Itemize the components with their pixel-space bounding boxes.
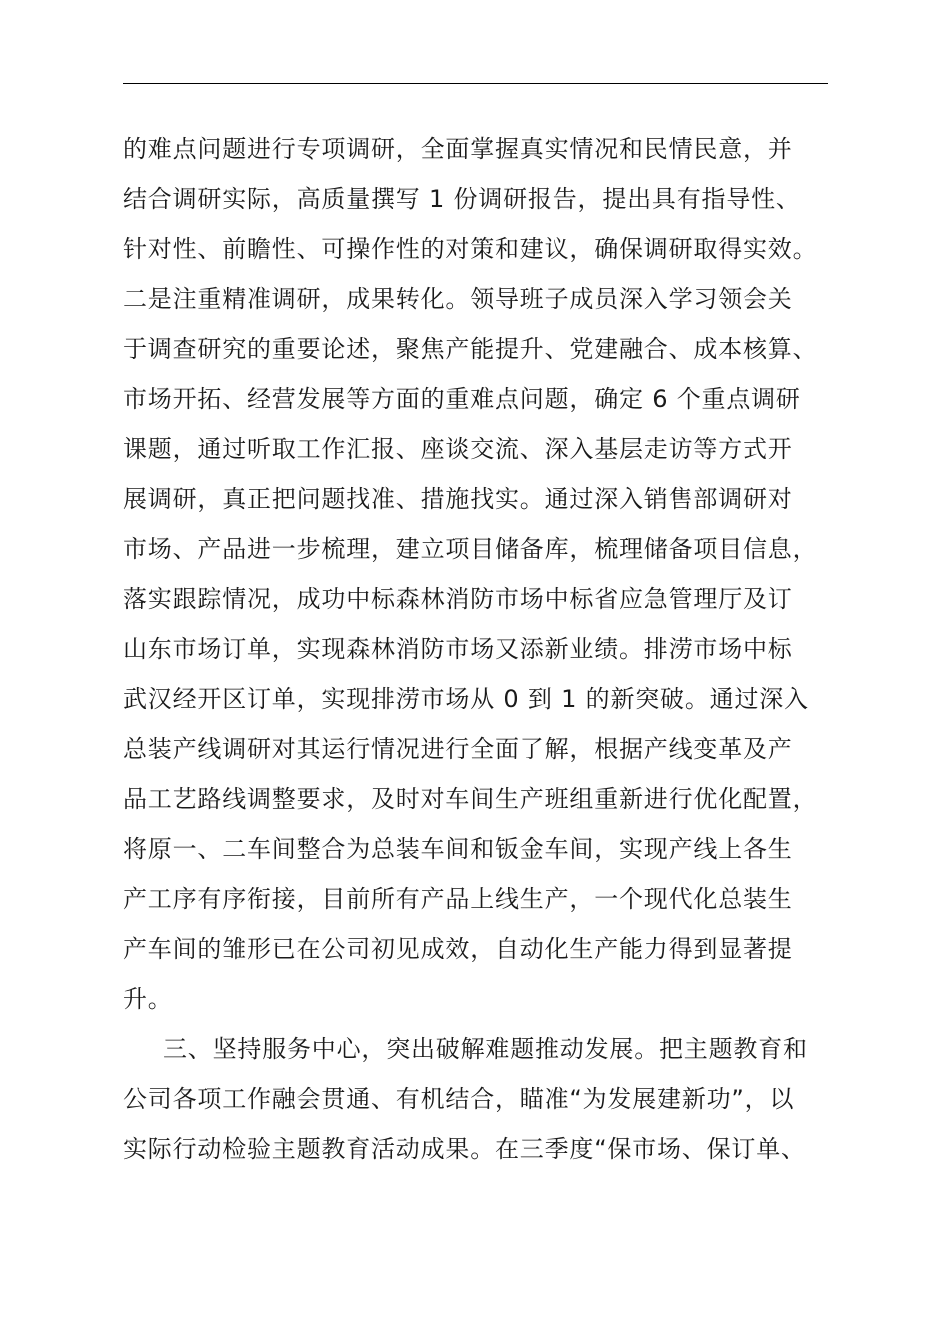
text-line: 展调研，真正把问题找准、措施找实。通过深入销售部调研对 [123,485,793,513]
document-body [123,124,839,1174]
text-line: 武汉经开区订单，实现排涝市场从 0 到 1 的新突破。通过深入 [123,685,809,713]
text-line: 二是注重精准调研，成果转化。领导班子成员深入学习领会关 [123,285,793,313]
text-line: 实际行动检验主题教育活动成果。在三季度“保市场、保订单、 [123,1135,806,1163]
text-line: 产车间的雏形已在公司初见成效，自动化生产能力得到显著提 [123,935,793,963]
text-line: 课题，通过听取工作汇报、座谈交流、深入基层走访等方式开 [123,435,793,463]
text-line: 的难点问题进行专项调研，全面掌握真实情况和民情民意，并 [123,135,793,163]
text-line: 升。 [123,985,173,1013]
text-line: 市场、产品进一步梳理，建立项目储备库，梳理储备项目信息， [123,535,818,563]
text-line: 落实跟踪情况，成功中标森林消防市场中标省应急管理厅及订 [123,585,793,613]
text-line: 公司各项工作融会贯通、有机结合，瞄准“为发展建新功”，以 [123,1085,795,1113]
text-line: 将原一、二车间整合为总装车间和钣金车间，实现产线上各生 [123,835,793,863]
header-rule [123,83,828,84]
text-line: 市场开拓、经营发展等方面的重难点问题，确定 6 个重点调研 [123,385,801,413]
text-line: 品工艺路线调整要求，及时对车间生产班组重新进行优化配置， [123,785,818,813]
text-line: 于调查研究的重要论述，聚焦产能提升、党建融合、成本核算、 [123,335,818,363]
section-heading-line: 三、坚持服务中心，突出破解难题推动发展。把主题教育和 [163,1035,808,1063]
text-line: 产工序有序衔接，目前所有产品上线生产，一个现代化总装生 [123,885,793,913]
text-line: 针对性、前瞻性、可操作性的对策和建议，确保调研取得实效。 [123,235,818,263]
text-line: 结合调研实际，高质量撰写 1 份调研报告，提出具有指导性、 [123,185,801,213]
text-line: 山东市场订单，实现森林消防市场又添新业绩。排涝市场中标 [123,635,793,663]
text-line: 总装产线调研对其运行情况进行全面了解，根据产线变革及产 [123,735,793,763]
